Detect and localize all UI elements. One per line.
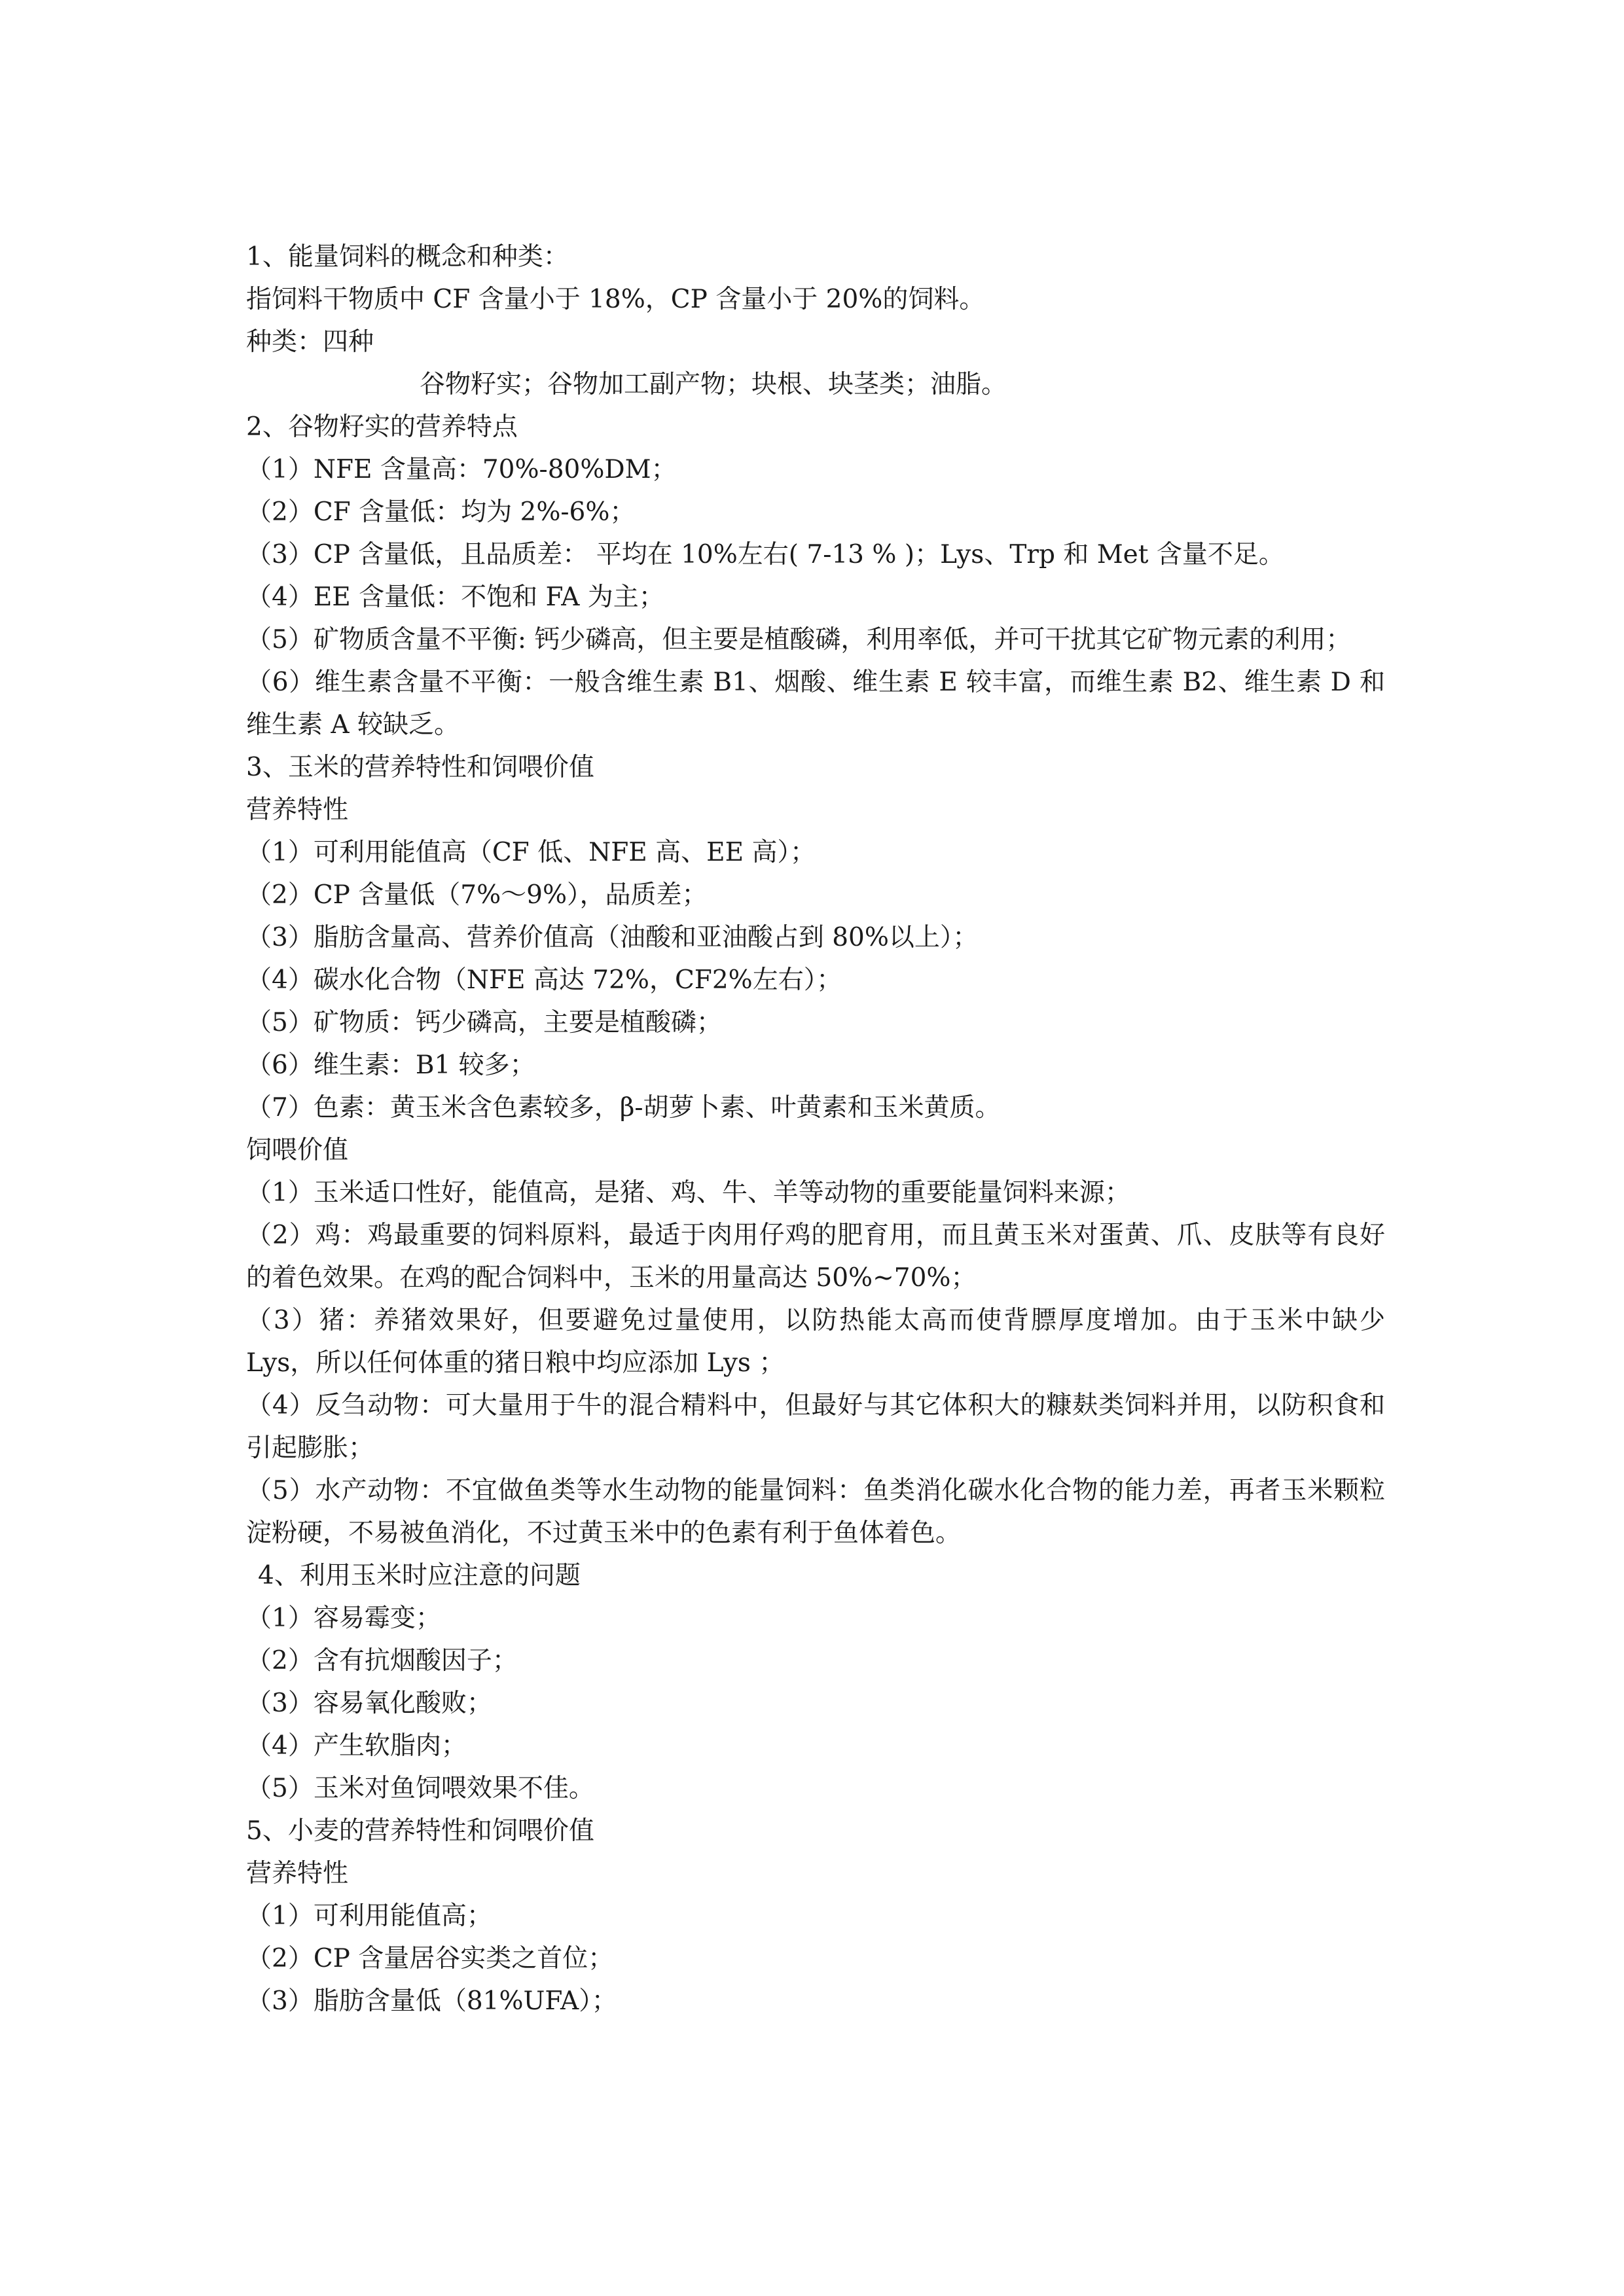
list-item: （1）玉米适口性好，能值高，是猪、鸡、牛、羊等动物的重要能量饲料来源； <box>246 1178 1130 1208</box>
list-item: （4）EE 含量低：不饱和 FA 为主； <box>246 583 664 612</box>
list-item: （2）CP 含量居谷实类之首位； <box>246 1944 614 1973</box>
subheading: 饲喂价值 <box>246 1136 349 1165</box>
list-item: （2）CP 含量低（7%～9%），品质差； <box>246 880 708 910</box>
list-item: （2）鸡：鸡最重要的饲料原料，最适于肉用仔鸡的肥育用，而且黄玉米对蛋黄、爪、皮肤等有良好的着色效果。在鸡的配合饲料中，玉米的用量高达 50%~70%； <box>246 1221 1385 1293</box>
section-heading-5: 5、小麦的营养特性和饲喂价值 <box>246 1816 594 1846</box>
list-item: （1）可利用能值高； <box>246 1901 492 1931</box>
list-item: （5）矿物质含量不平衡: 钙少磷高，但主要是植酸磷，利用率低，并可干扰其它矿物元素的利用； <box>246 625 1352 655</box>
list-item: （1）NFE 含量高：70%-80%DM； <box>246 455 677 484</box>
list-item: （4）反刍动物：可大量用于牛的混合精料中，但最好与其它体积大的糠麸类饲料并用，以防积食和引起膨胀； <box>246 1391 1385 1463</box>
section-heading-2: 2、谷物籽实的营养特点 <box>246 412 518 442</box>
list-item: （4）产生软脂肉； <box>246 1731 467 1761</box>
section-heading-4: 4、利用玉米时应注意的问题 <box>258 1561 581 1590</box>
list-item: （5）水产动物：不宜做鱼类等水生动物的能量饲料：鱼类消化碳水化合物的能力差，再者玉米颗粒淀粉硬，不易被鱼消化，不过黄玉米中的色素有利于鱼体着色。 <box>246 1476 1385 1548</box>
list-item: （1）可利用能值高（CF 低、NFE 高、EE 高）； <box>246 838 816 867</box>
subheading: 营养特性 <box>246 1859 349 1888</box>
list-item: （6）维生素含量不平衡：一般含维生素 B1、烟酸、维生素 E 较丰富，而维生素 B2、维生素 D 和维生素 A 较缺乏。 <box>246 668 1385 740</box>
list-item: （3）猪：养猪效果好，但要避免过量使用，以防热能太高而使背膘厚度增加。由于玉米中缺少 Lys，所以任何体重的猪日粮中均应添加 Lys ； <box>246 1306 1385 1378</box>
list-item: （2）含有抗烟酸因子； <box>246 1646 518 1676</box>
types-label: 种类：四种 <box>246 327 374 357</box>
list-item: （7）色素：黄玉米含色素较多，β-胡萝卜素、叶黄素和玉米黄质。 <box>246 1093 1001 1122</box>
list-item: （1）容易霉变； <box>246 1604 441 1633</box>
list-item: （3）脂肪含量高、营养价值高（油酸和亚油酸占到 80%以上）； <box>246 923 979 952</box>
list-item: （3）脂肪含量低（81%UFA）； <box>246 1986 617 2016</box>
definition-line: 指饲料干物质中 CF 含量小于 18%，CP 含量小于 20%的饲料。 <box>246 285 985 314</box>
list-item: （5）玉米对鱼饲喂效果不佳。 <box>246 1774 594 1803</box>
list-item: （2）CF 含量低：均为 2%-6%； <box>246 497 636 527</box>
list-item: （5）矿物质：钙少磷高，主要是植酸磷； <box>246 1008 722 1037</box>
document-body <box>246 236 1385 2022</box>
section-heading-1: 1、能量饲料的概念和种类： <box>246 242 569 272</box>
section-heading-3: 3、玉米的营养特性和饲喂价值 <box>246 753 594 782</box>
list-item: （6）维生素：B1 较多； <box>246 1050 535 1080</box>
list-item: （3）CP 含量低，且品质差： 平均在 10%左右( 7-13 % )；Lys、Trp 和 Met 含量不足。 <box>246 540 1284 569</box>
types-list: 谷物籽实；谷物加工副产物；块根、块茎类；油脂。 <box>420 370 1007 399</box>
subheading: 营养特性 <box>246 795 349 825</box>
list-item: （3）容易氧化酸败； <box>246 1689 492 1718</box>
list-item: （4）碳水化合物（NFE 高达 72%，CF2%左右）； <box>246 965 842 995</box>
